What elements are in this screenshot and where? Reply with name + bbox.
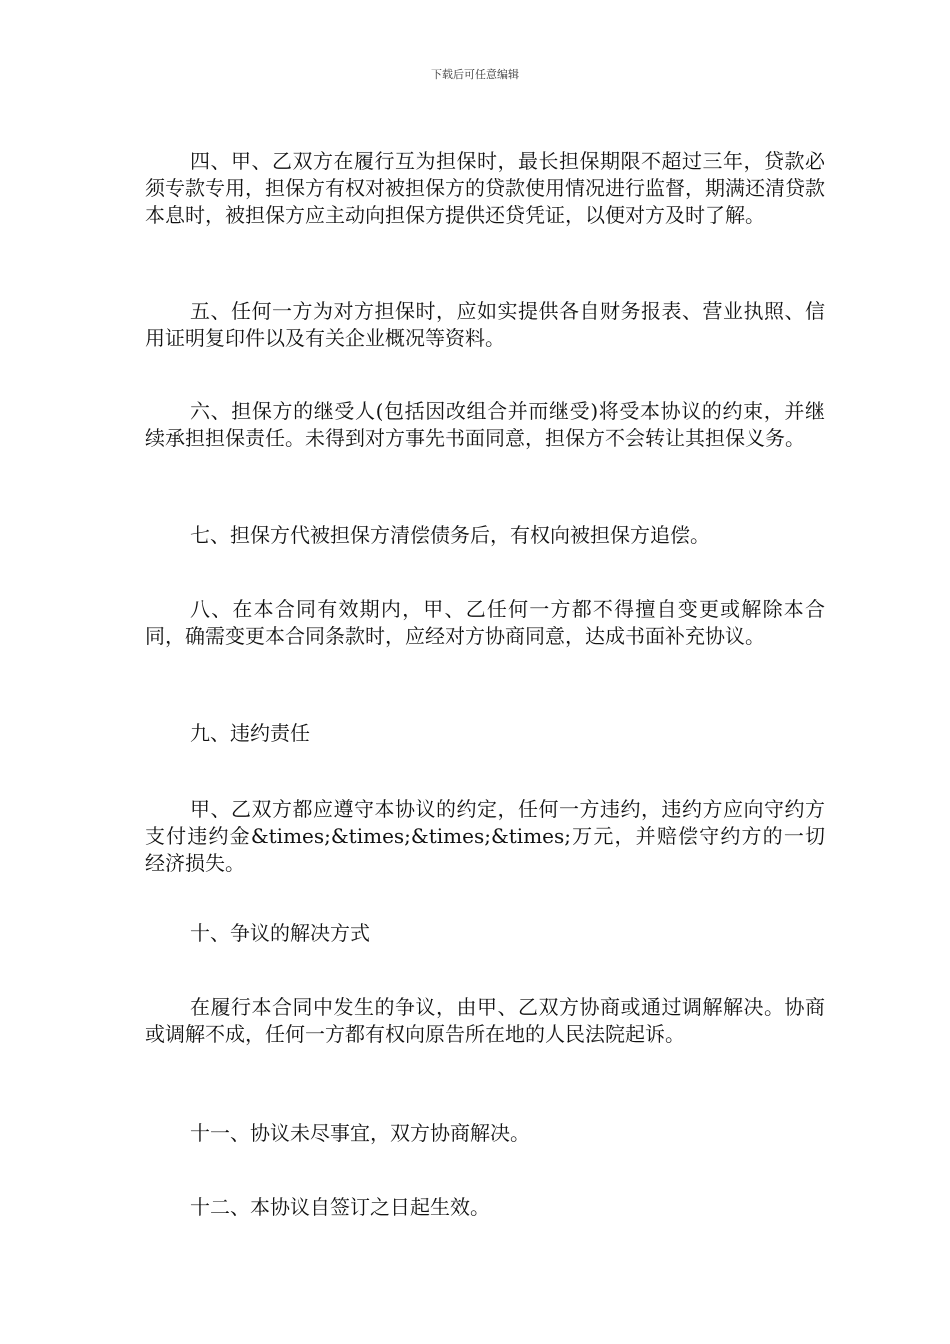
clause-4-paragraph: 四、甲、乙双方在履行互为担保时，最长担保期限不超过三年，贷款必须专款专用，担保方有权对被担保方的贷款使用情况进行监督，期满还清贷款本息时，被担保方应主动向担保方提供还贷凭证，以便对方及时了解。 [145, 149, 825, 227]
clause-7-paragraph: 七、担保方代被担保方清偿债务后，有权向被担保方追偿。 [190, 523, 710, 547]
clause-11-paragraph: 十一、协议未尽事宜，双方协商解决。 [190, 1121, 530, 1145]
clause-12-paragraph: 十二、本协议自签订之日起生效。 [190, 1195, 490, 1219]
dispute-resolution-paragraph: 在履行本合同中发生的争议，由甲、乙双方协商或通过调解解决。协商或调解不成，任何一方都有权向原告所在地的人民法院起诉。 [145, 995, 825, 1046]
clause-10-heading: 十、争议的解决方式 [190, 921, 370, 945]
breach-liability-paragraph: 甲、乙双方都应遵守本协议的约定，任何一方违约，违约方应向守约方支付违约金&times;&times;&times;&times;万元，并赔偿守约方的一切经济损失。 [145, 797, 825, 875]
clause-9-heading: 九、违约责任 [190, 721, 310, 745]
clause-5-paragraph: 五、任何一方为对方担保时，应如实提供各自财务报表、营业执照、信用证明复印件以及有关企业概况等资料。 [145, 299, 825, 350]
clause-8-paragraph: 八、在本合同有效期内，甲、乙任何一方都不得擅自变更或解除本合同，确需变更本合同条款时，应经对方协商同意，达成书面补充协议。 [145, 597, 825, 648]
page-header-note: 下载后可任意编辑 [431, 68, 519, 81]
clause-6-paragraph: 六、担保方的继受人(包括因改组合并而继受)将受本协议的约束，并继续承担担保责任。未得到对方事先书面同意，担保方不会转让其担保义务。 [145, 399, 825, 450]
